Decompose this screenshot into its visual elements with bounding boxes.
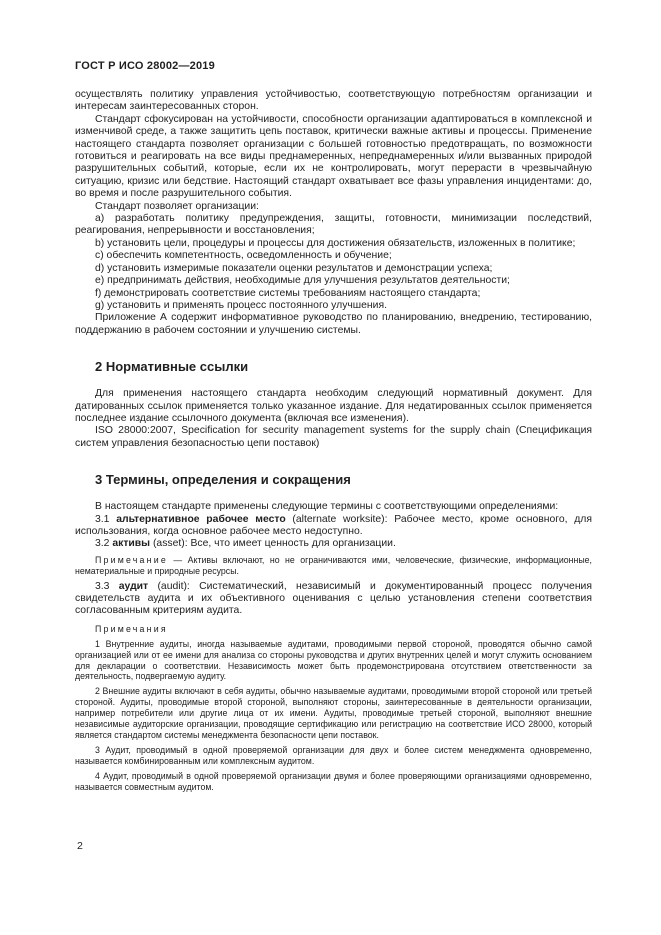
term-name: альтернативное рабочее место (116, 513, 286, 525)
term-number: 3.2 (95, 538, 113, 550)
paragraph-continuation: осуществлять политику управления устойчивостью, соответствующую потребностям организации и интересам заинтересованных сторон. (75, 89, 592, 113)
notes-label: Примечания (95, 623, 168, 634)
term-3-3 (75, 581, 592, 618)
term-name: аудит (118, 580, 149, 592)
term-definition: (asset): Все, что имеет ценность для организации. (150, 538, 396, 550)
term-3-1 (75, 514, 592, 539)
list-item-d: d) установить измеримые показатели оценки результатов и демонстрации успеха; (95, 262, 493, 274)
paragraph-annex-note: Приложение А содержит информативное руководство по планированию, внедрению, тестированию, поддержанию в рабочем состоянии и улучшению системы. (75, 312, 592, 336)
note-assets (75, 555, 592, 577)
section-heading-2: 2 Нормативные ссылки (95, 359, 249, 375)
paragraph-scope: Стандарт сфокусирован на устойчивости, способности организации адаптироваться в комплексной и изменчивой среде, а также защитить цепь поставок, критически важные активы и процессы. Применение настоящего стандарта позволяет организации с большей готовностью предотвращать, по возможности готовиться и реагировать на все виды преднамеренных, непреднамеренных и/или вызванных природой разрушительных событий, которые, если их не контролировать, могут перерасти в чрезвычайную ситуацию, кризис или бедствие. Настоящий стандарт охватывает все фазы управления инцидентами: до, во время и после разрушительного события. (75, 113, 592, 200)
note-label: Примечание (95, 554, 168, 565)
section-heading-3: 3 Термины, определения и сокращения (95, 472, 351, 488)
list-item-g: g) установить и применять процесс постоянного улучшения. (95, 299, 387, 311)
running-header: ГОСТ Р ИСО 28002—2019 (75, 60, 215, 72)
paragraph-iso-reference: ISO 28000:2007, Specification for security management systems for the supply chain (Спецификация систем управления безопасностью цепи поставок) (75, 425, 592, 449)
note-4: 4 Аудит, проводимый в одной проверяемой организации двумя и более проверяющими организациями одновременно, называется совместным аудитом. (75, 770, 592, 792)
note-3: 3 Аудит, проводимый в одной проверяемой организации для двух и более систем менеджмента одновременно, называется комбинированным или комплексным аудитом. (75, 744, 592, 766)
term-3-2 (75, 538, 592, 550)
list-item-e: e) предпринимать действия, необходимые для улучшения результатов деятельности; (95, 275, 510, 287)
page-content (75, 60, 592, 797)
paragraph-list-lead: Стандарт позволяет организации: (95, 200, 259, 212)
list-item-a: a) разработать политику предупреждения, защиты, готовности, минимизации последствий, реагирования, непрерывности и восстановления; (75, 213, 592, 237)
term-name: активы (112, 538, 151, 550)
paragraph-terms-intro: В настоящем стандарте применены следующие термины с соответствующими определениями: (95, 501, 559, 513)
list-item-b: b) установить цели, процедуры и процессы для достижения обязательств, изложенных в политике; (95, 237, 576, 249)
list-item-c: c) обеспечить компетентность, осведомленность и обучение; (95, 250, 392, 262)
term-definition: (audit): Систематический, независимый и документированный процесс получения свидетельств аудита и их объективного оценивания с целью установления степени соответствия согласованным критериям аудита. (75, 580, 592, 617)
notes-list (75, 639, 592, 793)
paragraph-normative-refs: Для применения настоящего стандарта необходим следующий нормативный документ. Для датированных ссылок применяется только указанное издание. Для недатированных ссылок применяется последнее издание ссылочного документа (включая все изменения). (75, 388, 592, 424)
term-definition: (alternate worksite): Рабочее место, кроме основного, для использования, когда основное рабочее место недоступно. (75, 513, 592, 537)
term-number: 3.1 (95, 513, 117, 525)
note-1: 1 Внутренние аудиты, иногда называемые аудитами, проводимыми первой стороной, проводятся обычно самой организацией или от ее имени для анализа со стороны руководства и других внутренних целей и могут служить основанием для декларации о соответствии. Независимость может быть продемонстрирована отсутствием ответственности за деятельность, подвергаемую аудиту. (75, 638, 592, 682)
page-number: 2 (77, 840, 83, 852)
note-2: 2 Внешние аудиты включают в себя аудиты, обычно называемые аудитами, проводимыми второй стороной или третьей стороной. Аудиты, проводимые второй стороной, выполняют стороны, заинтересованные в деятельности организации, например потребители или другие лица от их имени. Аудиты, проводимые третьей стороной, выполняют внешние независимые аудиторские организации, проводящие сертификацию или регистрацию на соответствие ИСО 28000, который является стандартом системы менеджмента безопасности цепи поставок. (75, 686, 592, 740)
term-number: 3.3 (95, 580, 119, 592)
note-text: — Активы включают, но не ограничиваются ими, человеческие, физические, информационные, нематериальные и природные ресурсы. (75, 554, 592, 576)
list-item-f: f) демонстрировать соответствие системы требованиям настоящего стандарта; (95, 287, 481, 299)
